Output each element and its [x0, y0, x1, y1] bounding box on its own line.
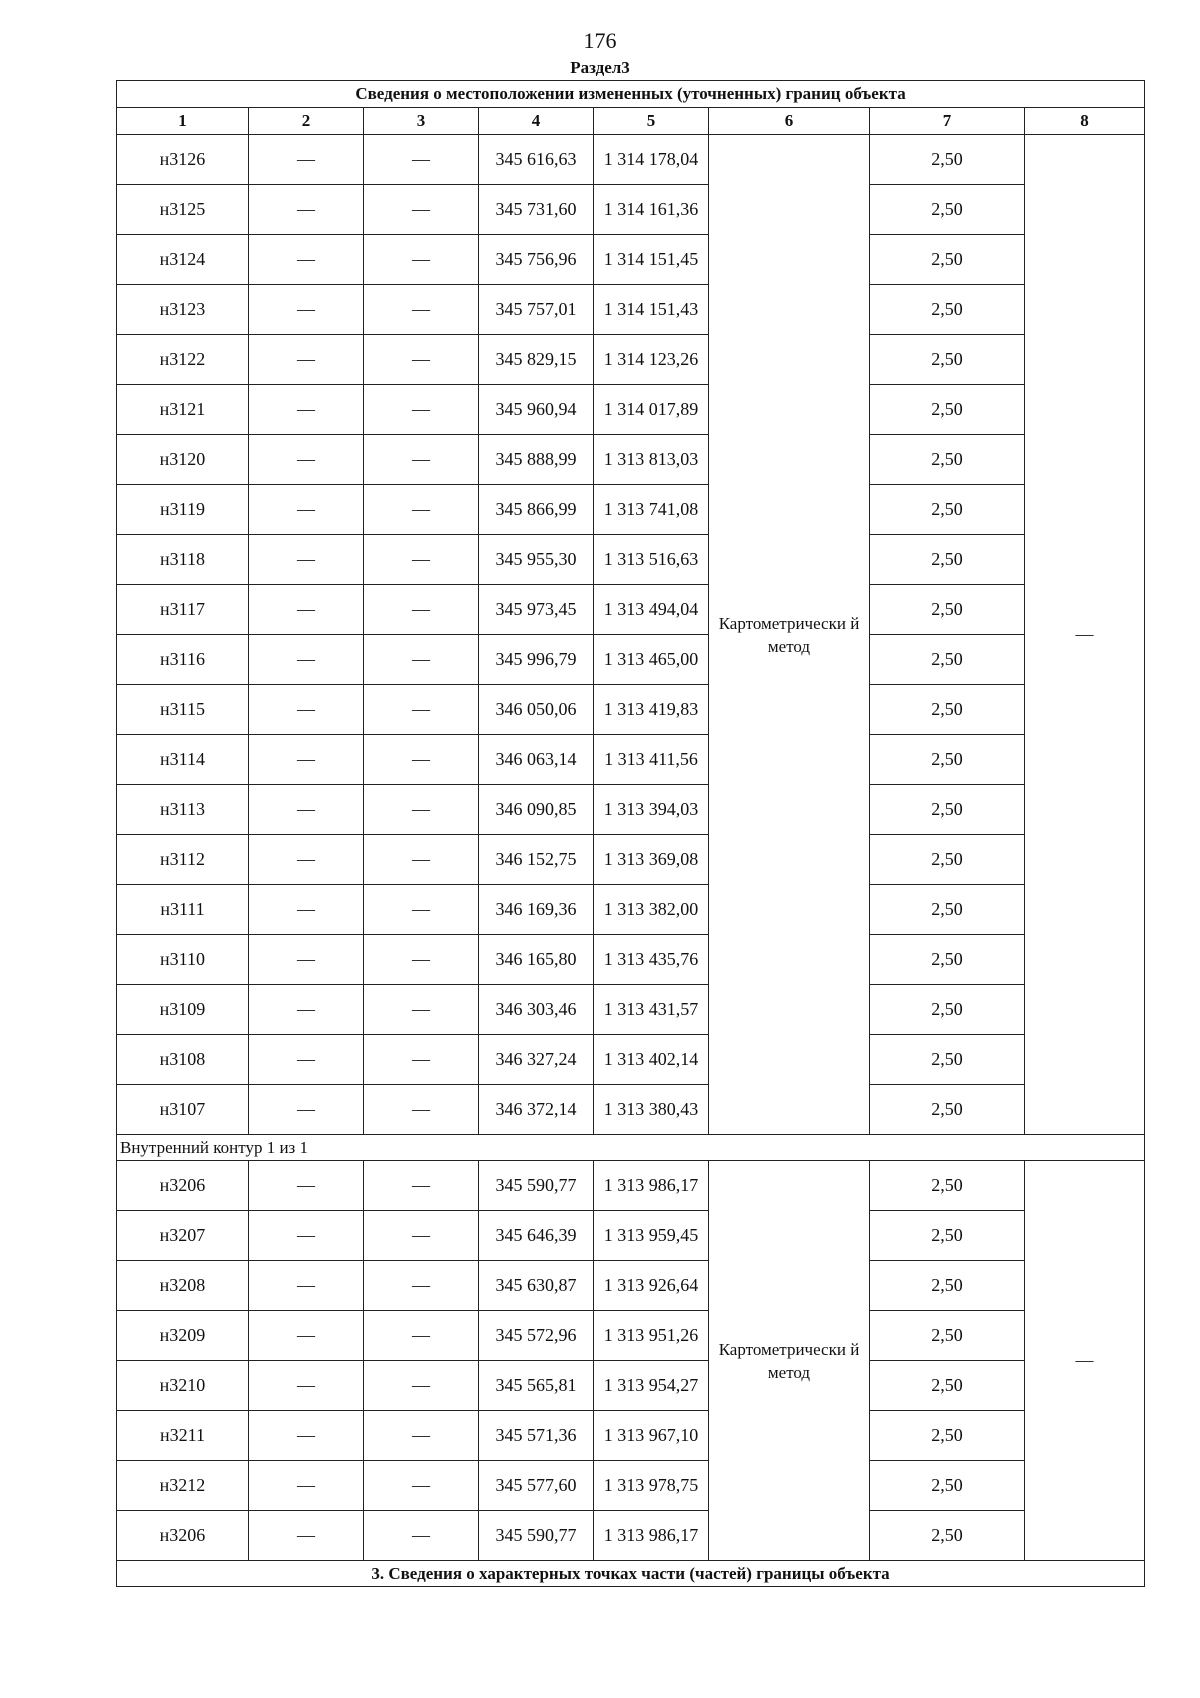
column-3-cell: — — [364, 1411, 479, 1461]
table-row — [117, 1411, 1145, 1461]
column-2-cell: — — [249, 1511, 364, 1561]
column-3-cell: — — [364, 535, 479, 585]
table-row — [117, 1211, 1145, 1261]
point-id-cell: н3206 — [117, 1511, 249, 1561]
point-id-cell: н3121 — [117, 385, 249, 435]
point-id-cell: н3114 — [117, 735, 249, 785]
column-2-cell: — — [249, 1311, 364, 1361]
column-2-cell: — — [249, 535, 364, 585]
accuracy-cell: 2,50 — [870, 1161, 1025, 1211]
x-coordinate-cell: 345 973,45 — [479, 585, 594, 635]
column-3-cell: — — [364, 1211, 479, 1261]
y-coordinate-cell: 1 313 516,63 — [594, 535, 709, 585]
x-coordinate-cell: 346 152,75 — [479, 835, 594, 885]
accuracy-cell: 2,50 — [870, 835, 1025, 885]
point-id-cell: н3110 — [117, 935, 249, 985]
y-coordinate-cell: 1 313 380,43 — [594, 1085, 709, 1135]
y-coordinate-cell: 1 313 411,56 — [594, 735, 709, 785]
column-3-cell: — — [364, 1161, 479, 1211]
y-coordinate-cell: 1 313 435,76 — [594, 935, 709, 985]
column-number-5: 5 — [594, 108, 709, 135]
column-2-cell: — — [249, 735, 364, 785]
column-2-cell: — — [249, 1261, 364, 1311]
x-coordinate-cell: 346 063,14 — [479, 735, 594, 785]
point-id-cell: н3124 — [117, 235, 249, 285]
footer-title: 3. Сведения о характерных точках части (частей) границы объекта — [117, 1561, 1145, 1587]
boundary-table — [116, 80, 1145, 1587]
accuracy-cell: 2,50 — [870, 385, 1025, 435]
column-3-cell: — — [364, 885, 479, 935]
accuracy-cell: 2,50 — [870, 935, 1025, 985]
table-row — [117, 935, 1145, 985]
point-id-cell: н3107 — [117, 1085, 249, 1135]
point-id-cell: н3113 — [117, 785, 249, 835]
y-coordinate-cell: 1 313 419,83 — [594, 685, 709, 735]
point-id-cell: н3208 — [117, 1261, 249, 1311]
x-coordinate-cell: 346 050,06 — [479, 685, 594, 735]
accuracy-cell: 2,50 — [870, 485, 1025, 535]
accuracy-cell: 2,50 — [870, 1035, 1025, 1085]
point-id-cell: н3116 — [117, 635, 249, 685]
column-2-cell: — — [249, 685, 364, 735]
table-row — [117, 385, 1145, 435]
column-2-cell: — — [249, 1085, 364, 1135]
accuracy-cell: 2,50 — [870, 1461, 1025, 1511]
x-coordinate-cell: 345 616,63 — [479, 135, 594, 185]
column-3-cell: — — [364, 485, 479, 535]
outer-contour-body — [117, 135, 1145, 1135]
y-coordinate-cell: 1 313 402,14 — [594, 1035, 709, 1085]
column-3-cell: — — [364, 1361, 479, 1411]
table-row — [117, 585, 1145, 635]
accuracy-cell: 2,50 — [870, 235, 1025, 285]
table-row — [117, 1361, 1145, 1411]
point-id-cell: н3209 — [117, 1311, 249, 1361]
accuracy-cell: 2,50 — [870, 435, 1025, 485]
column-2-cell: — — [249, 1411, 364, 1461]
point-id-cell: н3109 — [117, 985, 249, 1035]
column-3-cell: — — [364, 235, 479, 285]
table-row — [117, 1085, 1145, 1135]
column-2-cell: — — [249, 1211, 364, 1261]
point-id-cell: н3122 — [117, 335, 249, 385]
y-coordinate-cell: 1 313 954,27 — [594, 1361, 709, 1411]
accuracy-cell: 2,50 — [870, 1085, 1025, 1135]
accuracy-cell: 2,50 — [870, 535, 1025, 585]
y-coordinate-cell: 1 314 161,36 — [594, 185, 709, 235]
accuracy-cell: 2,50 — [870, 335, 1025, 385]
column-3-cell: — — [364, 985, 479, 1035]
column-number-4: 4 — [479, 108, 594, 135]
table-title: Сведения о местоположении измененных (уточненных) границ объекта — [117, 81, 1145, 108]
x-coordinate-cell: 345 960,94 — [479, 385, 594, 435]
x-coordinate-cell: 345 571,36 — [479, 1411, 594, 1461]
x-coordinate-cell: 345 590,77 — [479, 1511, 594, 1561]
column-3-cell: — — [364, 835, 479, 885]
method-cell: Картометрически й метод — [709, 135, 870, 1135]
column-3-cell: — — [364, 785, 479, 835]
x-coordinate-cell: 345 565,81 — [479, 1361, 594, 1411]
y-coordinate-cell: 1 313 978,75 — [594, 1461, 709, 1511]
column-2-cell: — — [249, 135, 364, 185]
column-3-cell: — — [364, 935, 479, 985]
accuracy-cell: 2,50 — [870, 985, 1025, 1035]
accuracy-cell: 2,50 — [870, 1361, 1025, 1411]
point-id-cell: н3207 — [117, 1211, 249, 1261]
x-coordinate-cell: 345 590,77 — [479, 1161, 594, 1211]
column-2-cell: — — [249, 1461, 364, 1511]
column-2-cell: — — [249, 385, 364, 435]
section-label: Раздел3 — [570, 58, 630, 77]
accuracy-cell: 2,50 — [870, 1211, 1025, 1261]
table-row — [117, 485, 1145, 535]
column-3-cell: — — [364, 385, 479, 435]
y-coordinate-cell: 1 313 394,03 — [594, 785, 709, 835]
column-3-cell: — — [364, 585, 479, 635]
column-number-row — [117, 108, 1145, 135]
column-3-cell: — — [364, 1261, 479, 1311]
x-coordinate-cell: 345 646,39 — [479, 1211, 594, 1261]
table-row — [117, 1261, 1145, 1311]
column-2-cell: — — [249, 235, 364, 285]
y-coordinate-cell: 1 314 017,89 — [594, 385, 709, 435]
table-row — [117, 235, 1145, 285]
point-id-cell: н3120 — [117, 435, 249, 485]
x-coordinate-cell: 346 165,80 — [479, 935, 594, 985]
column-2-cell: — — [249, 885, 364, 935]
column-3-cell: — — [364, 735, 479, 785]
x-coordinate-cell: 345 829,15 — [479, 335, 594, 385]
column-3-cell: — — [364, 285, 479, 335]
point-id-cell: н3126 — [117, 135, 249, 185]
column-3-cell: — — [364, 1511, 479, 1561]
column-3-cell: — — [364, 435, 479, 485]
column-2-cell: — — [249, 185, 364, 235]
y-coordinate-cell: 1 313 813,03 — [594, 435, 709, 485]
x-coordinate-cell: 345 866,99 — [479, 485, 594, 535]
column-2-cell: — — [249, 935, 364, 985]
y-coordinate-cell: 1 313 986,17 — [594, 1161, 709, 1211]
point-id-cell: н3117 — [117, 585, 249, 635]
point-id-cell: н3125 — [117, 185, 249, 235]
accuracy-cell: 2,50 — [870, 585, 1025, 635]
y-coordinate-cell: 1 313 494,04 — [594, 585, 709, 635]
y-coordinate-cell: 1 313 986,17 — [594, 1511, 709, 1561]
page-number: 176 — [583, 28, 617, 53]
column-2-cell: — — [249, 985, 364, 1035]
table-row — [117, 435, 1145, 485]
table-row — [117, 785, 1145, 835]
column-2-cell: — — [249, 835, 364, 885]
column-2-cell: — — [249, 785, 364, 835]
x-coordinate-cell: 345 756,96 — [479, 235, 594, 285]
y-coordinate-cell: 1 314 151,45 — [594, 235, 709, 285]
table-row — [117, 135, 1145, 185]
table-row — [117, 185, 1145, 235]
y-coordinate-cell: 1 314 123,26 — [594, 335, 709, 385]
table-row — [117, 1311, 1145, 1361]
table-row — [117, 635, 1145, 685]
y-coordinate-cell: 1 313 431,57 — [594, 985, 709, 1035]
accuracy-cell: 2,50 — [870, 685, 1025, 735]
column-number-3: 3 — [364, 108, 479, 135]
accuracy-cell: 2,50 — [870, 1411, 1025, 1461]
column-number-2: 2 — [249, 108, 364, 135]
x-coordinate-cell: 345 577,60 — [479, 1461, 594, 1511]
x-coordinate-cell: 345 572,96 — [479, 1311, 594, 1361]
y-coordinate-cell: 1 313 951,26 — [594, 1311, 709, 1361]
x-coordinate-cell: 345 888,99 — [479, 435, 594, 485]
column-3-cell: — — [364, 1311, 479, 1361]
column-3-cell: — — [364, 335, 479, 385]
column-2-cell: — — [249, 485, 364, 535]
y-coordinate-cell: 1 313 382,00 — [594, 885, 709, 935]
table-row — [117, 1161, 1145, 1211]
point-id-cell: н3118 — [117, 535, 249, 585]
x-coordinate-cell: 346 372,14 — [479, 1085, 594, 1135]
accuracy-cell: 2,50 — [870, 285, 1025, 335]
accuracy-cell: 2,50 — [870, 185, 1025, 235]
point-id-cell: н3115 — [117, 685, 249, 735]
point-id-cell: н3211 — [117, 1411, 249, 1461]
point-id-cell: н3123 — [117, 285, 249, 335]
inner-contour-label: Внутренний контур 1 из 1 — [117, 1135, 1145, 1161]
accuracy-cell: 2,50 — [870, 1311, 1025, 1361]
table-row — [117, 1511, 1145, 1561]
column-3-cell: — — [364, 1035, 479, 1085]
column-2-cell: — — [249, 335, 364, 385]
column-3-cell: — — [364, 135, 479, 185]
accuracy-cell: 2,50 — [870, 135, 1025, 185]
table-row — [117, 1035, 1145, 1085]
column-2-cell: — — [249, 1361, 364, 1411]
column-3-cell: — — [364, 685, 479, 735]
accuracy-cell: 2,50 — [870, 785, 1025, 835]
x-coordinate-cell: 346 169,36 — [479, 885, 594, 935]
column-8-cell: — — [1025, 135, 1145, 1135]
y-coordinate-cell: 1 313 741,08 — [594, 485, 709, 535]
accuracy-cell: 2,50 — [870, 1511, 1025, 1561]
table-row — [117, 685, 1145, 735]
table-row — [117, 535, 1145, 585]
x-coordinate-cell: 346 090,85 — [479, 785, 594, 835]
column-3-cell: — — [364, 1085, 479, 1135]
y-coordinate-cell: 1 313 369,08 — [594, 835, 709, 885]
accuracy-cell: 2,50 — [870, 1261, 1025, 1311]
point-id-cell: н3111 — [117, 885, 249, 935]
point-id-cell: н3212 — [117, 1461, 249, 1511]
table-row — [117, 885, 1145, 935]
point-id-cell: н3210 — [117, 1361, 249, 1411]
column-2-cell: — — [249, 1035, 364, 1085]
accuracy-cell: 2,50 — [870, 885, 1025, 935]
column-3-cell: — — [364, 1461, 479, 1511]
column-2-cell: — — [249, 635, 364, 685]
column-3-cell: — — [364, 185, 479, 235]
table-row — [117, 285, 1145, 335]
table-row — [117, 1461, 1145, 1511]
column-3-cell: — — [364, 635, 479, 685]
column-2-cell: — — [249, 1161, 364, 1211]
column-number-8: 8 — [1025, 108, 1145, 135]
y-coordinate-cell: 1 313 967,10 — [594, 1411, 709, 1461]
x-coordinate-cell: 345 955,30 — [479, 535, 594, 585]
point-id-cell: н3119 — [117, 485, 249, 535]
column-8-cell: — — [1025, 1161, 1145, 1561]
x-coordinate-cell: 345 731,60 — [479, 185, 594, 235]
column-2-cell: — — [249, 285, 364, 335]
x-coordinate-cell: 346 303,46 — [479, 985, 594, 1035]
column-2-cell: — — [249, 435, 364, 485]
point-id-cell: н3108 — [117, 1035, 249, 1085]
inner-contour-body — [117, 1161, 1145, 1561]
y-coordinate-cell: 1 313 926,64 — [594, 1261, 709, 1311]
x-coordinate-cell: 346 327,24 — [479, 1035, 594, 1085]
table-row — [117, 985, 1145, 1035]
accuracy-cell: 2,50 — [870, 735, 1025, 785]
column-number-7: 7 — [870, 108, 1025, 135]
column-number-6: 6 — [709, 108, 870, 135]
column-2-cell: — — [249, 585, 364, 635]
point-id-cell: н3206 — [117, 1161, 249, 1211]
x-coordinate-cell: 345 630,87 — [479, 1261, 594, 1311]
table-row — [117, 735, 1145, 785]
y-coordinate-cell: 1 313 959,45 — [594, 1211, 709, 1261]
table-row — [117, 335, 1145, 385]
y-coordinate-cell: 1 314 178,04 — [594, 135, 709, 185]
column-number-1: 1 — [117, 108, 249, 135]
table-row — [117, 835, 1145, 885]
accuracy-cell: 2,50 — [870, 635, 1025, 685]
method-cell: Картометрически й метод — [709, 1161, 870, 1561]
x-coordinate-cell: 345 757,01 — [479, 285, 594, 335]
y-coordinate-cell: 1 313 465,00 — [594, 635, 709, 685]
point-id-cell: н3112 — [117, 835, 249, 885]
x-coordinate-cell: 345 996,79 — [479, 635, 594, 685]
y-coordinate-cell: 1 314 151,43 — [594, 285, 709, 335]
